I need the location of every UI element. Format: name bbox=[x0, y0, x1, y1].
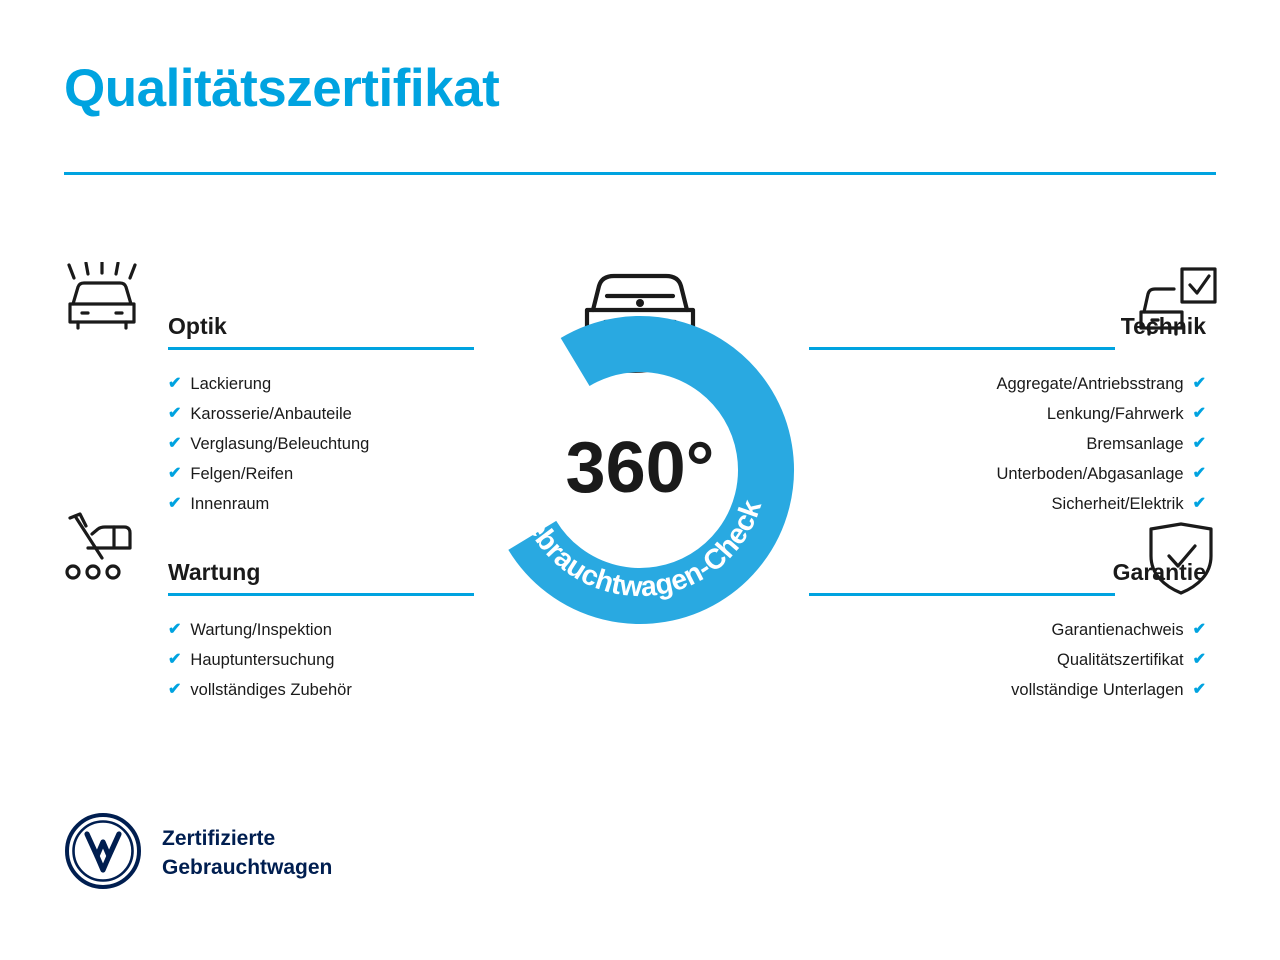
section-technik-list bbox=[800, 369, 1215, 519]
section-wartung-list bbox=[64, 615, 474, 705]
list-item bbox=[64, 675, 474, 705]
title-divider bbox=[64, 172, 1216, 175]
footer-line-1: Zertifizierte bbox=[162, 827, 276, 851]
list-item-label: Sicherheit/Elektrik bbox=[1051, 495, 1184, 513]
check-icon: ✔ bbox=[1192, 621, 1206, 638]
check-icon: ✔ bbox=[1192, 681, 1206, 698]
section-wartung-title: Wartung bbox=[168, 559, 261, 585]
list-item-label: Felgen/Reifen bbox=[190, 465, 294, 483]
section-optik-divider bbox=[168, 347, 474, 350]
page-title: Qualitätszertifikat bbox=[64, 59, 500, 118]
check-icon: ✔ bbox=[1192, 405, 1206, 422]
badge-value: 360° bbox=[565, 428, 715, 508]
list-item-label: vollständiges Zubehör bbox=[190, 681, 352, 699]
section-technik-title: Technik bbox=[1120, 313, 1206, 339]
section-technik-divider bbox=[809, 347, 1115, 350]
list-item bbox=[64, 645, 474, 675]
list-item-label: Karosserie/Anbauteile bbox=[190, 405, 352, 423]
check-icon: ✔ bbox=[168, 681, 182, 698]
list-item bbox=[64, 459, 474, 489]
list-item-label: Lenkung/Fahrwerk bbox=[1046, 405, 1184, 423]
footer-brand bbox=[64, 812, 332, 895]
check-icon: ✔ bbox=[168, 651, 182, 668]
list-item-label: Hauptuntersuchung bbox=[190, 651, 335, 669]
list-item bbox=[800, 645, 1215, 675]
section-optik-title: Optik bbox=[168, 313, 227, 339]
list-item-label: Qualitätszertifikat bbox=[1057, 651, 1184, 669]
footer-text bbox=[162, 825, 332, 882]
check-icon: ✔ bbox=[1192, 495, 1206, 512]
list-item bbox=[800, 429, 1215, 459]
list-item bbox=[800, 489, 1215, 519]
car-wash-icon bbox=[64, 262, 140, 347]
list-item-label: vollständige Unterlagen bbox=[1011, 681, 1184, 699]
car-checklist-icon bbox=[1138, 266, 1218, 347]
list-item bbox=[800, 369, 1215, 399]
section-garantie-divider bbox=[809, 593, 1115, 596]
badge-ring-label: Gebrauchtwagen-Check bbox=[511, 495, 769, 604]
section-garantie-list bbox=[800, 615, 1215, 705]
shield-check-icon bbox=[1146, 522, 1216, 601]
list-item bbox=[64, 615, 474, 645]
list-item bbox=[64, 399, 474, 429]
list-item bbox=[800, 399, 1215, 429]
list-item-label: Garantienachweis bbox=[1051, 621, 1184, 639]
list-item-label: Lackierung bbox=[190, 375, 272, 393]
list-item-label: Innenraum bbox=[190, 495, 270, 513]
check-icon: ✔ bbox=[1192, 651, 1206, 668]
list-item bbox=[800, 675, 1215, 705]
check-icon: ✔ bbox=[1192, 435, 1206, 452]
check-icon: ✔ bbox=[168, 435, 182, 452]
vw-logo-icon bbox=[64, 812, 142, 895]
check-icon: ✔ bbox=[168, 621, 182, 638]
list-item-label: Aggregate/Antriebsstrang bbox=[996, 375, 1184, 393]
section-garantie-title: Garantie bbox=[1112, 559, 1206, 585]
center-badge bbox=[455, 248, 825, 648]
list-item-label: Verglasung/Beleuchtung bbox=[190, 435, 370, 453]
list-item bbox=[800, 615, 1215, 645]
list-item-label: Bremsanlage bbox=[1086, 435, 1184, 453]
list-item-label: Unterboden/Abgasanlage bbox=[996, 465, 1184, 483]
section-optik-list bbox=[64, 369, 474, 519]
list-item bbox=[800, 459, 1215, 489]
footer-line-2: Gebrauchtwagen bbox=[162, 855, 333, 879]
check-icon: ✔ bbox=[168, 375, 182, 392]
check-icon: ✔ bbox=[1192, 375, 1206, 392]
check-icon: ✔ bbox=[168, 405, 182, 422]
check-icon: ✔ bbox=[1192, 465, 1206, 482]
list-item bbox=[64, 429, 474, 459]
check-icon: ✔ bbox=[168, 465, 182, 482]
check-icon: ✔ bbox=[168, 495, 182, 512]
list-item bbox=[64, 369, 474, 399]
car-service-lift-icon bbox=[62, 512, 144, 595]
section-wartung-divider bbox=[168, 593, 474, 596]
list-item-label: Wartung/Inspektion bbox=[190, 621, 332, 639]
